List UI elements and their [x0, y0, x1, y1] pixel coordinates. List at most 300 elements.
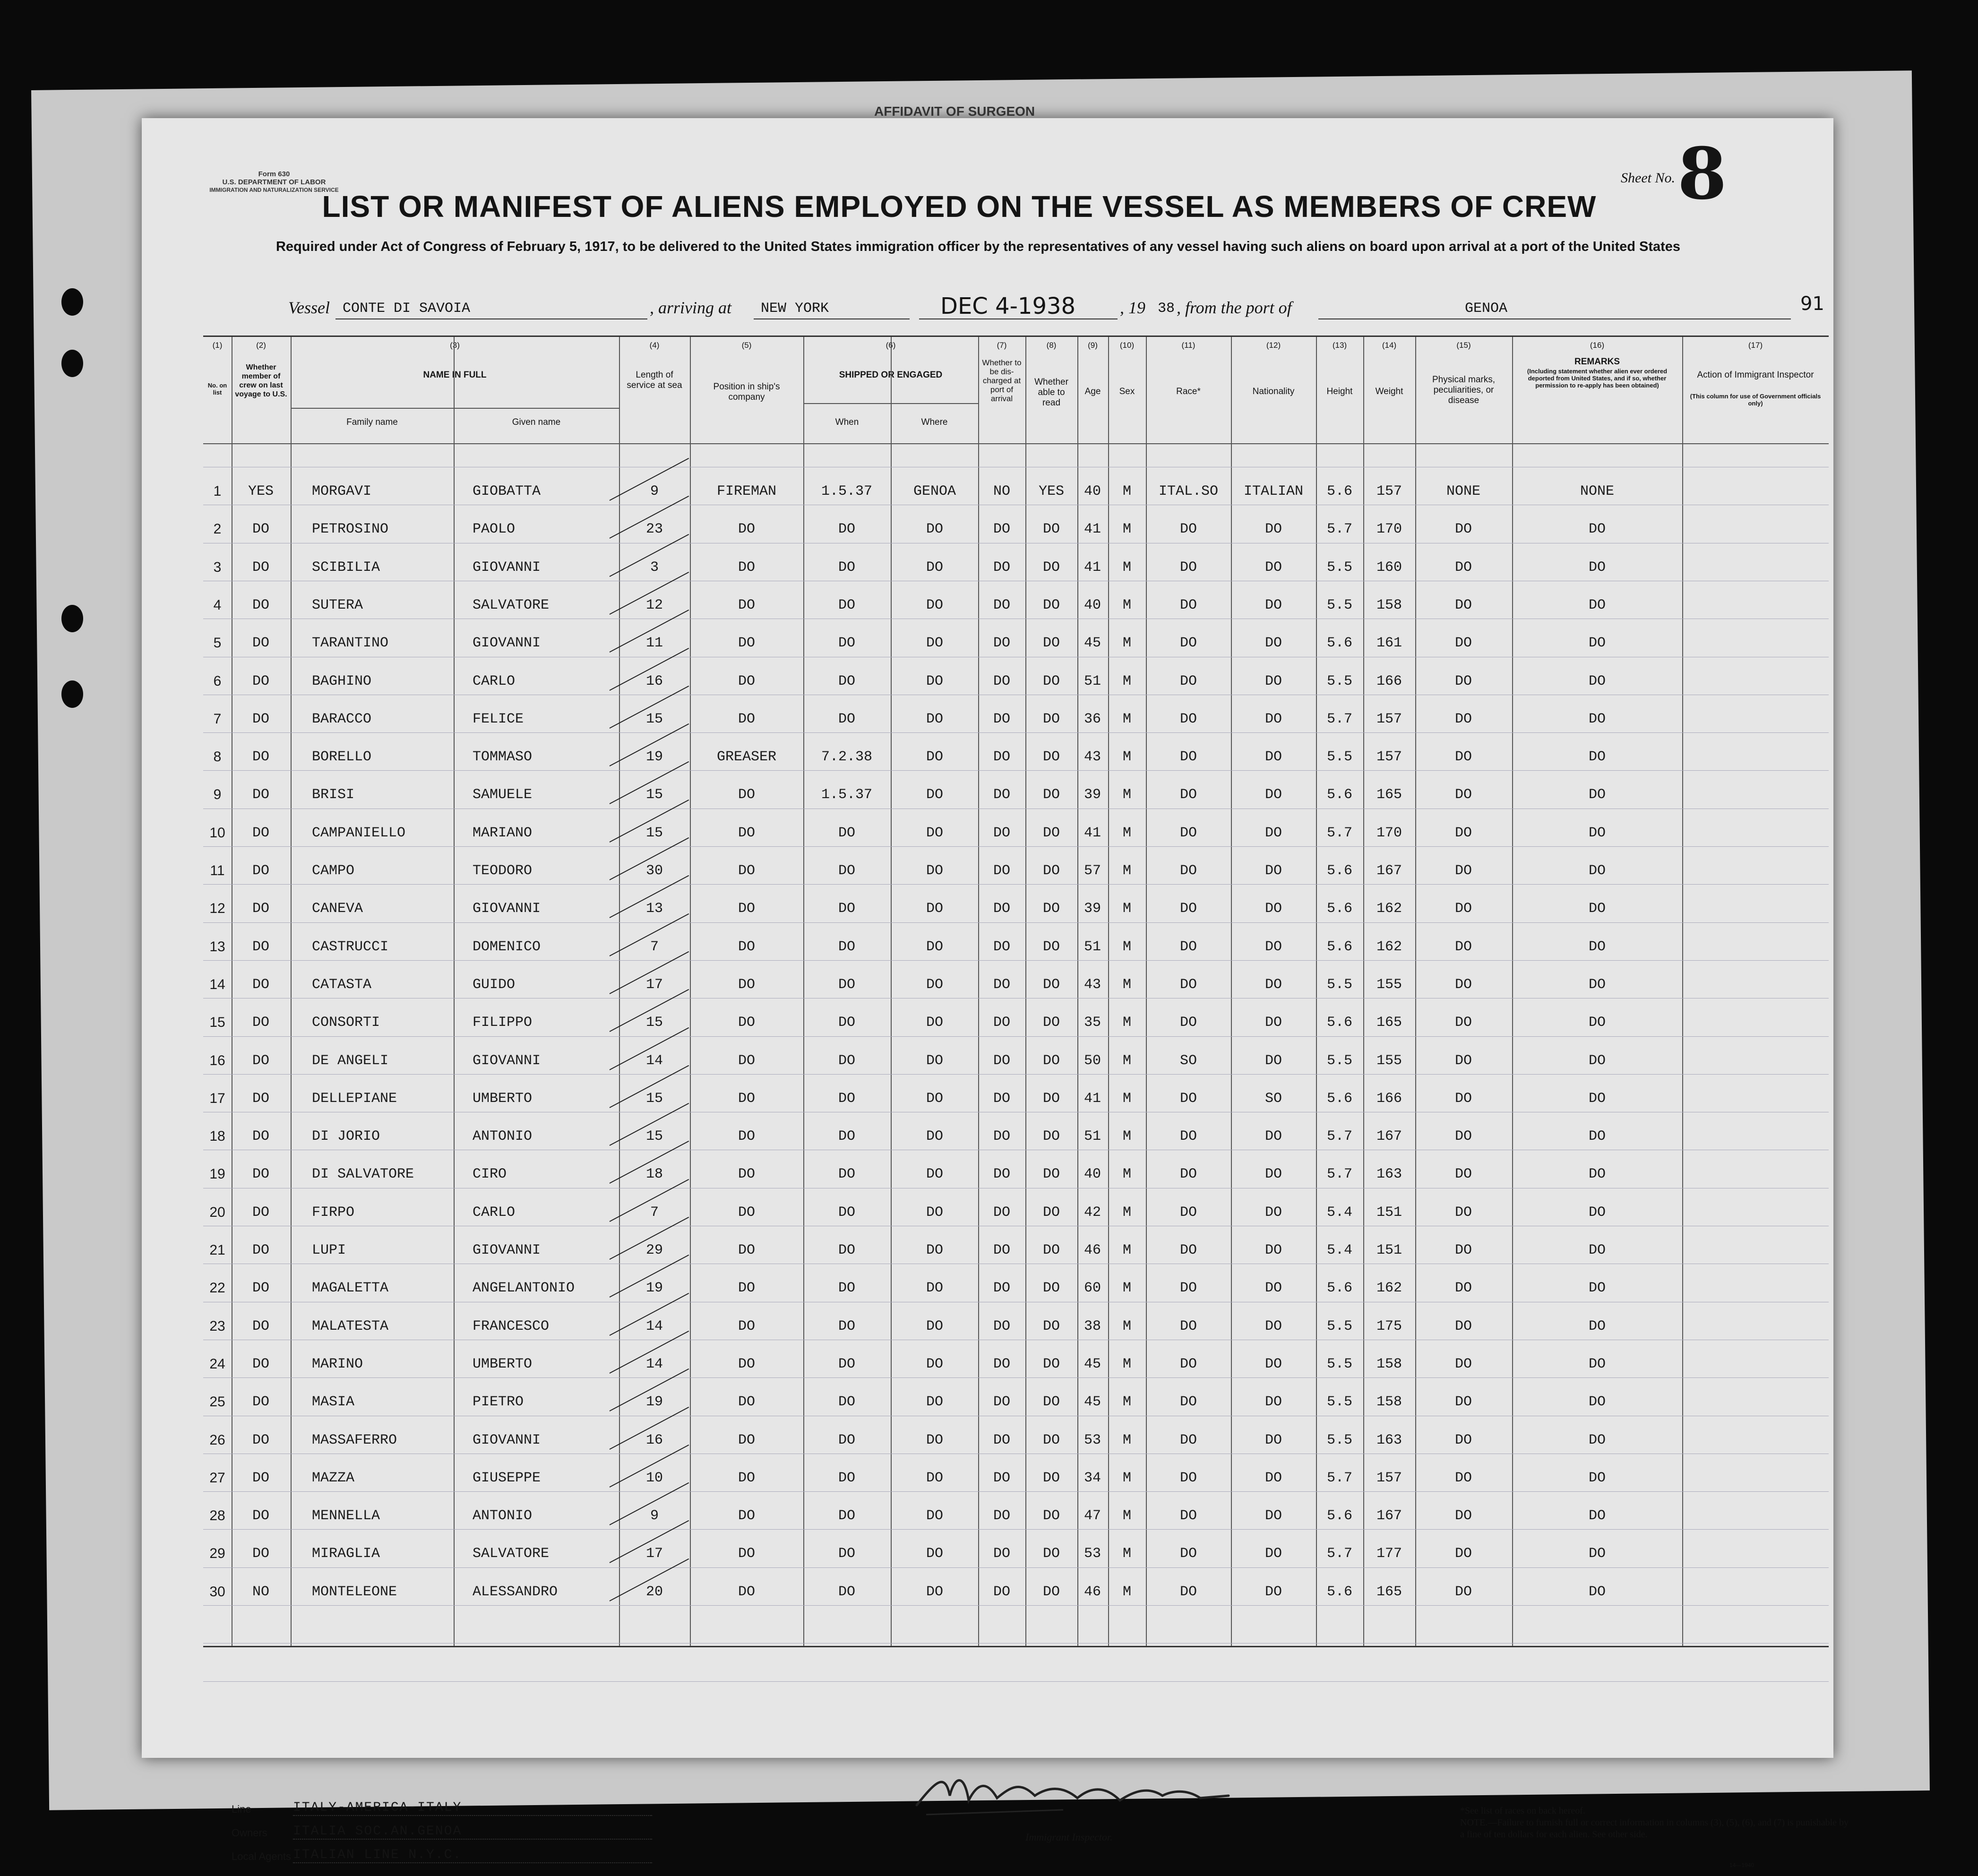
cell-age: 45 [1084, 1394, 1101, 1411]
cell-nationality: DO [1264, 1128, 1282, 1145]
cell-age: 39 [1084, 787, 1101, 803]
cell-position: DO [738, 521, 755, 538]
cell-discharged: DO [993, 1166, 1010, 1183]
cell-family: TARANTINO [312, 635, 389, 652]
cell-service: 15 [645, 1090, 663, 1107]
cell-discharged: DO [993, 787, 1010, 803]
cell-when: DO [838, 1052, 855, 1069]
cell-discharged: DO [993, 559, 1010, 576]
cell-height: 5.5 [1326, 1432, 1352, 1448]
cell-member: DO [252, 1318, 269, 1334]
row-rule [203, 1605, 1829, 1606]
cell-height: 5.6 [1326, 635, 1352, 652]
cell-family: CONSORTI [312, 1015, 380, 1031]
cell-when: DO [838, 597, 855, 613]
cell-given: DOMENICO [473, 938, 541, 955]
cell-race: DO [1179, 1356, 1197, 1372]
cell-physical: DO [1454, 635, 1472, 652]
cell-sex: M [1122, 976, 1131, 993]
cell-physical: DO [1454, 559, 1472, 576]
cell-when: 7.2.38 [821, 749, 873, 766]
cell-sex: M [1122, 1128, 1131, 1145]
cell-given: CARLO [473, 673, 516, 689]
cell-service: 3 [650, 559, 659, 576]
col-number: (7) [997, 341, 1007, 350]
cell-read: DO [1042, 825, 1060, 841]
cell-position: FIREMAN [716, 483, 777, 499]
cell-no: 23 [209, 1318, 225, 1334]
cell-sex: M [1122, 1090, 1131, 1107]
cell-family: MASSAFERRO [312, 1432, 397, 1448]
footer-notes [1460, 1805, 1852, 1841]
punch-hole [61, 680, 83, 708]
cell-family: MAZZA [312, 1470, 355, 1486]
row-rule [203, 770, 1829, 771]
cell-no: 3 [213, 559, 222, 575]
cell-member: DO [252, 1394, 269, 1411]
cell-family: MALATESTA [312, 1318, 389, 1334]
cell-discharged: DO [993, 597, 1010, 613]
cell-weight: 157 [1376, 483, 1402, 499]
cell-given: GIOBATTA [473, 483, 541, 499]
cell-physical: DO [1454, 863, 1472, 879]
cell-no: 22 [209, 1280, 225, 1296]
cell-service: 30 [645, 863, 663, 879]
cell-service: 11 [645, 635, 663, 652]
cell-given: GIOVANNI [473, 1052, 541, 1069]
cell-where: DO [926, 749, 943, 766]
handwritten-number: 91 [1800, 293, 1824, 315]
cell-read: DO [1042, 787, 1060, 803]
cell-family: MAGALETTA [312, 1280, 389, 1297]
cell-position: DO [738, 1242, 755, 1258]
col-number: (14) [1382, 341, 1397, 350]
cell-where: DO [926, 597, 943, 613]
row-rule [203, 846, 1829, 847]
form-line: Form 630 [258, 170, 290, 178]
races-note: *See list of races on back hereof. [1460, 1806, 1585, 1816]
cell-nationality: DO [1264, 1166, 1282, 1183]
cell-race: DO [1179, 1166, 1197, 1183]
cell-weight: 165 [1376, 787, 1402, 803]
cell-when: DO [838, 901, 855, 917]
cell-age: 36 [1084, 711, 1101, 727]
cell-race: DO [1179, 863, 1197, 879]
cell-height: 5.6 [1326, 1583, 1352, 1600]
cell-when: DO [838, 1508, 855, 1524]
cell-remarks: DO [1588, 1166, 1606, 1183]
cell-member: DO [252, 976, 269, 993]
cell-race: DO [1179, 521, 1197, 538]
cell-where: DO [926, 635, 943, 652]
cell-remarks: DO [1588, 1432, 1606, 1448]
cell-family: FIRPO [312, 1204, 355, 1221]
cell-position: DO [738, 1204, 755, 1221]
cell-sex: M [1122, 1356, 1131, 1372]
punch-hole [61, 605, 83, 632]
row-rule [203, 1074, 1829, 1075]
cell-no: 15 [209, 1015, 225, 1031]
cell-read: DO [1042, 1242, 1060, 1258]
cell-no: 24 [209, 1356, 225, 1372]
row-rule [203, 1643, 1829, 1644]
cell-weight: 157 [1376, 1470, 1402, 1486]
cell-discharged: DO [993, 1394, 1010, 1411]
cell-discharged: DO [993, 1432, 1010, 1448]
cell-when: DO [838, 825, 855, 841]
cell-nationality: ITALIAN [1243, 483, 1304, 499]
cell-sex: M [1122, 1583, 1131, 1600]
cell-no: 18 [209, 1128, 225, 1145]
header-no-on-list: No. on list [207, 382, 227, 396]
cell-remarks: DO [1588, 635, 1606, 652]
header-name-in-full: NAME IN FULL [423, 370, 487, 380]
col-number: (5) [741, 341, 752, 350]
cell-given: TEODORO [473, 863, 533, 879]
from-label: , from the port of [1177, 298, 1292, 317]
cell-read: DO [1042, 1204, 1060, 1221]
cell-when: DO [838, 1015, 855, 1031]
col-number: (12) [1266, 341, 1281, 350]
cell-physical: DO [1454, 521, 1472, 538]
cell-where: DO [926, 711, 943, 727]
cell-nationality: DO [1264, 1470, 1282, 1486]
cell-member: DO [252, 1242, 269, 1258]
header-remarks: REMARKS [1574, 357, 1620, 367]
arrival-date: DEC 4-1938 [940, 293, 1076, 319]
cell-age: 46 [1084, 1583, 1101, 1600]
cell-position: DO [738, 1546, 755, 1562]
cell-race: DO [1179, 901, 1197, 917]
cell-physical: DO [1454, 1432, 1472, 1448]
header-family-name: Family name [346, 417, 398, 427]
cell-family: BORELLO [312, 749, 372, 766]
cell-physical: DO [1454, 1280, 1472, 1297]
cell-when: DO [838, 1546, 855, 1562]
cell-discharged: DO [993, 938, 1010, 955]
cell-physical: DO [1454, 938, 1472, 955]
cell-weight: 157 [1376, 711, 1402, 727]
cell-discharged: DO [993, 673, 1010, 689]
page-subtitle: Required under Act of Congress of February 5, 1917, to be delivered to the United States immigration officer by the representatives of any vessel having such aliens on board upon arrival at a port of the United States [275, 239, 1681, 254]
cell-discharged: DO [993, 1090, 1010, 1107]
cell-weight: 170 [1376, 825, 1402, 841]
cell-member: DO [252, 711, 269, 727]
cell-physical: DO [1454, 749, 1472, 766]
cell-age: 45 [1084, 635, 1101, 652]
cell-sex: M [1122, 1508, 1131, 1524]
cell-sex: M [1122, 1394, 1131, 1411]
cell-read: DO [1042, 976, 1060, 993]
cell-service: 13 [645, 901, 663, 917]
cell-weight: 158 [1376, 1356, 1402, 1372]
header-race: Race* [1176, 387, 1201, 396]
cell-discharged: DO [993, 1356, 1010, 1372]
cell-weight: 151 [1376, 1204, 1402, 1221]
cell-race: DO [1179, 559, 1197, 576]
cell-read: DO [1042, 1583, 1060, 1600]
cell-nationality: DO [1264, 1052, 1282, 1069]
cell-when: DO [838, 1356, 855, 1372]
cell-weight: 162 [1376, 938, 1402, 955]
cell-race: DO [1179, 1470, 1197, 1486]
cell-given: UMBERTO [473, 1090, 533, 1107]
cell-nationality: DO [1264, 1242, 1282, 1258]
cell-height: 5.6 [1326, 483, 1352, 499]
cell-age: 40 [1084, 1166, 1101, 1183]
cell-where: DO [926, 901, 943, 917]
cell-no: 19 [209, 1166, 225, 1182]
cell-where: DO [926, 863, 943, 879]
owners-value: ITALIA SOC.AN.GENOA [293, 1824, 652, 1840]
cell-weight: 165 [1376, 1583, 1402, 1600]
cell-nationality: DO [1264, 635, 1282, 652]
cell-given: TOMMASO [473, 749, 533, 766]
header-nationality: Nationality [1252, 387, 1295, 396]
cell-remarks: DO [1588, 1015, 1606, 1031]
arriving-label: , arriving at [650, 298, 732, 317]
cell-race: SO [1179, 1052, 1197, 1069]
cell-remarks: DO [1588, 1583, 1606, 1600]
cell-service: 17 [645, 976, 663, 993]
cell-when: DO [838, 711, 855, 727]
cell-remarks: DO [1588, 673, 1606, 689]
cell-height: 5.6 [1326, 901, 1352, 917]
cell-physical: DO [1454, 711, 1472, 727]
cell-service: 9 [650, 483, 659, 499]
cell-sex: M [1122, 1052, 1131, 1069]
header-age: Age [1084, 387, 1101, 396]
cell-family: BARACCO [312, 711, 372, 727]
cell-nationality: DO [1264, 1508, 1282, 1524]
penalty-note: NOTE.—Failure to furnish full or correct information in columns (3), (5), (6), and (7) is punishable by a fine of ten dollars for each alien. See other side. [1460, 1817, 1849, 1840]
cell-position: DO [738, 1166, 755, 1183]
cell-race: DO [1179, 597, 1197, 613]
cell-height: 5.5 [1326, 1318, 1352, 1334]
cell-given: GIOVANNI [473, 559, 541, 576]
cell-height: 5.6 [1326, 1015, 1352, 1031]
affidavit-heading: AFFIDAVIT OF SURGEON [874, 104, 1035, 119]
cell-age: 34 [1084, 1470, 1101, 1486]
header-sex: Sex [1119, 387, 1135, 396]
cell-member: DO [252, 1090, 269, 1107]
cell-remarks: DO [1588, 1394, 1606, 1411]
cell-physical: DO [1454, 1090, 1472, 1107]
cell-height: 5.7 [1326, 521, 1352, 538]
cell-discharged: DO [993, 1015, 1010, 1031]
cell-where: DO [926, 1432, 943, 1448]
cell-position: DO [738, 901, 755, 917]
cell-sex: M [1122, 1166, 1131, 1183]
cell-nationality: DO [1264, 521, 1282, 538]
header-physical: Physical marks, peculiarities, or disease [1432, 375, 1496, 405]
vessel-line [288, 293, 1824, 326]
cell-remarks: DO [1588, 1242, 1606, 1258]
cell-weight: 163 [1376, 1432, 1402, 1448]
cell-given: GUIDO [473, 976, 516, 993]
print-code: 14—1940 [1729, 1862, 1754, 1868]
cell-height: 5.5 [1326, 1394, 1352, 1411]
vessel-name: CONTE DI SAVOIA [343, 301, 471, 317]
cell-member: DO [252, 749, 269, 766]
cell-member: DO [252, 938, 269, 955]
cell-nationality: DO [1264, 559, 1282, 576]
cell-where: DO [926, 1128, 943, 1145]
cell-weight: 155 [1376, 1052, 1402, 1069]
col-number: (17) [1748, 341, 1763, 350]
cell-read: DO [1042, 1356, 1060, 1372]
cell-no: 8 [213, 749, 222, 765]
header-action-note: (This column for use of Government officials only) [1690, 393, 1821, 407]
cell-discharged: DO [993, 749, 1010, 766]
cell-position: DO [738, 1280, 755, 1297]
inspector-label: Immigrant Inspector. [1025, 1831, 1113, 1843]
cell-where: DO [926, 1242, 943, 1258]
cell-nationality: DO [1264, 976, 1282, 993]
cell-service: 17 [645, 1546, 663, 1562]
cell-sex: M [1122, 1015, 1131, 1031]
cell-weight: 170 [1376, 521, 1402, 538]
cell-physical: NONE [1446, 483, 1480, 499]
cell-weight: 160 [1376, 559, 1402, 576]
cell-family: MIRAGLIA [312, 1546, 380, 1562]
cell-read: DO [1042, 1318, 1060, 1334]
cell-position: DO [738, 976, 755, 993]
cell-position: DO [738, 1432, 755, 1448]
header-when: When [835, 417, 859, 427]
cell-position: DO [738, 1356, 755, 1372]
cell-family: CAMPO [312, 863, 355, 879]
cell-member: DO [252, 787, 269, 803]
col-number: (6) [886, 341, 896, 350]
cell-race: DO [1179, 1242, 1197, 1258]
cell-given: MARIANO [473, 825, 533, 841]
cell-given: PAOLO [473, 521, 516, 538]
year-prefix: , 19 [1120, 298, 1145, 317]
cell-when: DO [838, 863, 855, 879]
cell-when: DO [838, 1090, 855, 1107]
cell-read: DO [1042, 863, 1060, 879]
cell-remarks: DO [1588, 1508, 1606, 1524]
cell-age: 40 [1084, 597, 1101, 613]
cell-service: 19 [645, 1394, 663, 1411]
cell-no: 28 [209, 1508, 225, 1524]
cell-given: GIOVANNI [473, 1242, 541, 1258]
cell-discharged: DO [993, 521, 1010, 538]
cell-discharged: NO [993, 483, 1010, 499]
cell-age: 38 [1084, 1318, 1101, 1334]
cell-weight: 155 [1376, 976, 1402, 993]
cell-service: 16 [645, 673, 663, 689]
cell-nationality: DO [1264, 938, 1282, 955]
cell-service: 15 [645, 711, 663, 727]
cell-when: DO [838, 1242, 855, 1258]
cell-weight: 162 [1376, 901, 1402, 917]
cell-age: 43 [1084, 976, 1101, 993]
cell-age: 60 [1084, 1280, 1101, 1297]
cell-given: UMBERTO [473, 1356, 533, 1372]
cell-no: 14 [209, 976, 225, 992]
inspector-signature [907, 1753, 1238, 1824]
cell-race: DO [1179, 1204, 1197, 1221]
cell-where: DO [926, 1090, 943, 1107]
col-number: (13) [1332, 341, 1347, 350]
header-action: Action of Immigrant Inspector [1697, 370, 1814, 380]
col-number: (15) [1456, 341, 1471, 350]
header-able-read: Whether able to read [1034, 377, 1068, 408]
cell-age: 47 [1084, 1508, 1101, 1524]
cell-service: 29 [645, 1242, 663, 1258]
cell-no: 6 [213, 673, 222, 689]
cell-read: DO [1042, 559, 1060, 576]
cell-physical: DO [1454, 1242, 1472, 1258]
cell-given: SAMUELE [473, 787, 533, 803]
cell-read: DO [1042, 1128, 1060, 1145]
cell-position: DO [738, 1508, 755, 1524]
cell-sex: M [1122, 483, 1131, 499]
cell-no: 5 [213, 635, 222, 651]
cell-where: DO [926, 673, 943, 689]
cell-position: DO [738, 1583, 755, 1600]
cell-sex: M [1122, 1242, 1131, 1258]
cell-where: DO [926, 976, 943, 993]
cell-family: SUTERA [312, 597, 363, 613]
underline [1318, 318, 1791, 319]
cell-given: FELICE [473, 711, 524, 727]
cell-weight: 158 [1376, 597, 1402, 613]
cell-race: DO [1179, 635, 1197, 652]
cell-service: 15 [645, 787, 663, 803]
cell-service: 14 [645, 1356, 663, 1372]
cell-read: DO [1042, 1166, 1060, 1183]
cell-family: CATASTA [312, 976, 372, 993]
cell-family: MORGAVI [312, 483, 372, 499]
cell-when: DO [838, 635, 855, 652]
cell-race: DO [1179, 938, 1197, 955]
manifest-page [142, 104, 1849, 1868]
cell-race: ITAL.SO [1158, 483, 1219, 499]
cell-physical: DO [1454, 673, 1472, 689]
cell-remarks: DO [1588, 863, 1606, 879]
cell-service: 7 [650, 1204, 659, 1221]
cell-no: 25 [209, 1394, 225, 1410]
cell-height: 5.5 [1326, 749, 1352, 766]
cell-where: DO [926, 1470, 943, 1486]
cell-member: DO [252, 1470, 269, 1486]
cell-member: DO [252, 825, 269, 841]
cell-weight: 161 [1376, 635, 1402, 652]
cell-weight: 175 [1376, 1318, 1402, 1334]
cell-remarks: DO [1588, 559, 1606, 576]
header-shipped: SHIPPED OR ENGAGED [839, 370, 943, 380]
cell-family: DI SALVATORE [312, 1166, 414, 1183]
cell-weight: 157 [1376, 749, 1402, 766]
header-weight: Weight [1375, 387, 1403, 396]
header-remarks-note: (Including statement whether alien ever ordered deported from United States, and if so, whether permission to re-apply has been obtained) [1527, 368, 1668, 389]
cell-given: SALVATORE [473, 597, 550, 613]
owners-label: Owners [232, 1827, 267, 1839]
cell-weight: 166 [1376, 673, 1402, 689]
cell-when: DO [838, 1280, 855, 1297]
cell-no: 12 [209, 901, 225, 917]
cell-remarks: DO [1588, 1280, 1606, 1297]
cell-remarks: DO [1588, 1204, 1606, 1221]
cell-remarks: DO [1588, 1090, 1606, 1107]
cell-remarks: DO [1588, 1356, 1606, 1372]
cell-sex: M [1122, 521, 1131, 538]
cell-no: 29 [209, 1546, 225, 1562]
cell-position: DO [738, 1394, 755, 1411]
